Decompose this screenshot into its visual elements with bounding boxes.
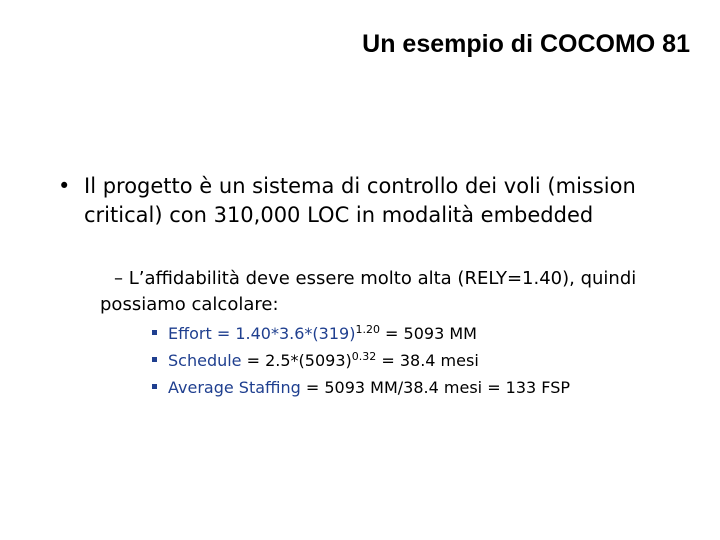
bullet-project-description: [58, 172, 694, 230]
bullet-marker: •: [58, 174, 71, 198]
slide-title: Un esempio di COCOMO 81: [362, 30, 690, 58]
bullet-reliability-line2: possiamo calcolare:: [100, 294, 279, 315]
formula-effort: [150, 320, 710, 347]
schedule-exponent: 0.32: [351, 350, 377, 363]
effort-equation: = 1.40*3.6*(319): [211, 324, 356, 343]
bullet-project-text: Il progetto è un sistema di controllo dei voli (mission critical) con 310,000 LOC in modalità embedded: [84, 174, 636, 227]
square-bullet-icon: [152, 357, 157, 362]
formula-schedule: [150, 347, 710, 374]
formula-staffing: [150, 374, 710, 401]
schedule-result: = 38.4 mesi: [376, 351, 479, 370]
formula-list: [150, 320, 710, 401]
schedule-term: Schedule: [168, 351, 242, 370]
effort-term: Effort: [168, 324, 212, 343]
effort-exponent: 1.20: [355, 323, 380, 336]
staffing-term: Average Staffing: [168, 378, 301, 397]
square-bullet-icon: [152, 384, 157, 389]
bullet-reliability: [100, 266, 700, 318]
square-bullet-icon: [152, 330, 157, 335]
staffing-equation: = 5093 MM/38.4 mesi = 133 FSP: [300, 378, 571, 397]
schedule-equation: = 2.5*(5093): [241, 351, 352, 370]
effort-result: = 5093 MM: [379, 324, 477, 343]
bullet-reliability-line1: – L’affidabilità deve essere molto alta (RELY=1.40), quindi: [114, 268, 637, 289]
